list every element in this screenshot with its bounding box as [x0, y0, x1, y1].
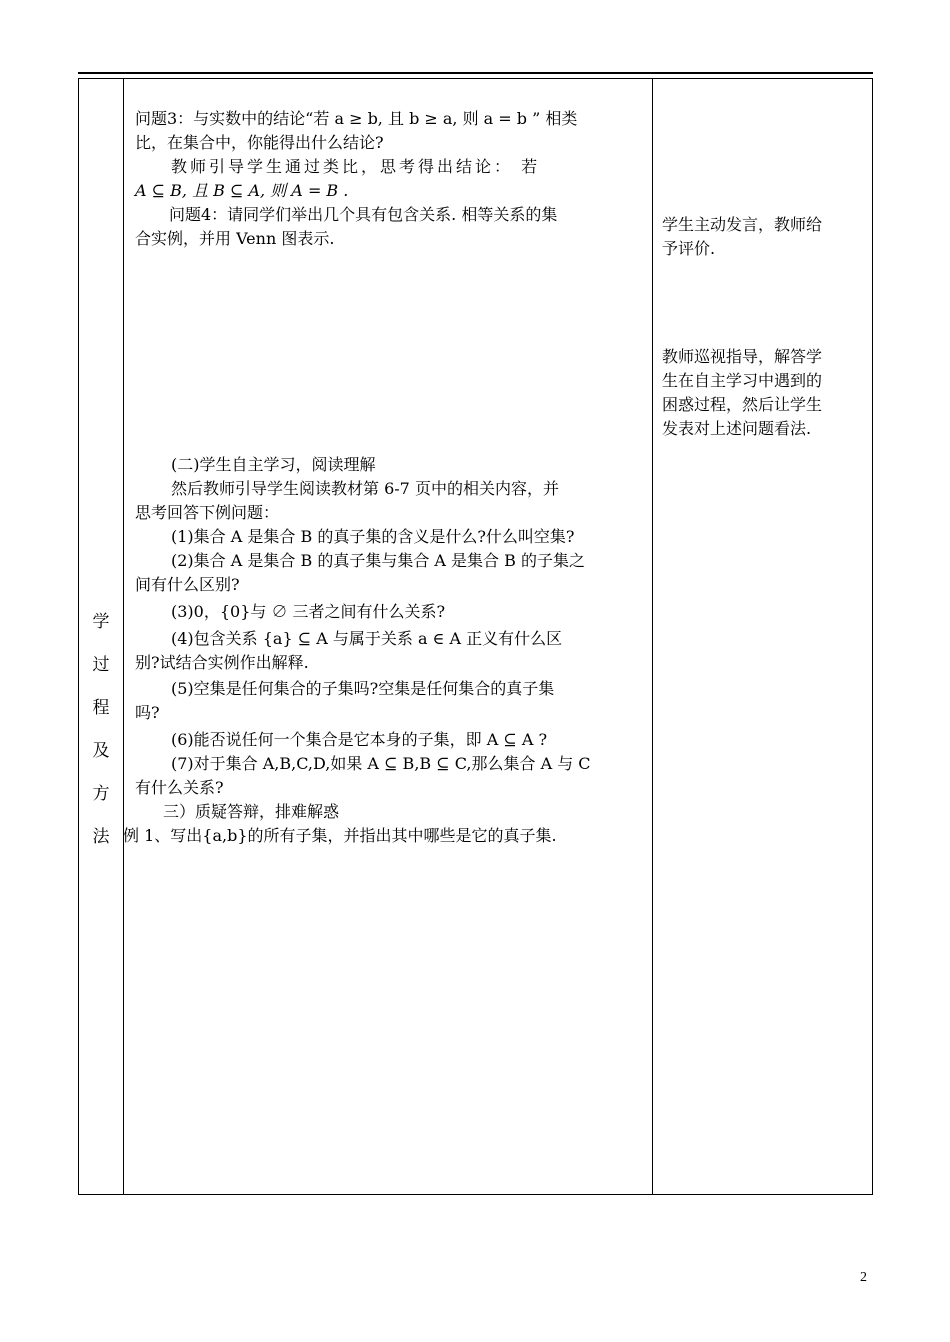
main-block-self-study — [123, 453, 643, 848]
column-divider-right — [652, 79, 653, 1194]
section-2-intro: 然后教师引导学生阅读教材第 6-7 页中的相关内容，并 — [171, 479, 559, 498]
side-label-char: 及 — [92, 741, 110, 761]
question-3-line: 问题3：与实数中的结论“若 a ≥ b, 且 b ≥ a, 则 a = b ” 相类 — [135, 109, 578, 128]
question-item-4: (4)包含关系 {a} ⊆ A 与属于关系 a ∈ A 正义有什么区 — [171, 629, 563, 648]
section-2-title: (二)学生自主学习，阅读理解 — [171, 455, 376, 474]
question-4-line: 问题4：请同学们举出几个具有包含关系. 相等关系的集 — [169, 205, 558, 224]
teacher-note-2 — [662, 345, 867, 441]
conclusion-formula: A ⊆ B, 且 B ⊆ A, 则 A = B . — [135, 181, 349, 200]
question-item-2: 间有什么区别? — [135, 575, 240, 594]
example-1: 例 1、写出{a,b}的所有子集，并指出其中哪些是它的真子集. — [123, 826, 557, 845]
teacher-note-1 — [662, 213, 867, 261]
column-divider-left — [123, 79, 124, 1194]
question-3-line: 比，在集合中，你能得出什么结论? — [135, 133, 384, 152]
note-line: 教师巡视指导，解答学 — [662, 347, 823, 366]
question-item-7: (7)对于集合 A,B,C,D,如果 A ⊆ B,B ⊆ C,那么集合 A 与 C — [171, 754, 591, 773]
section-3-title: 三）质疑答辩，排难解惑 — [163, 802, 340, 821]
side-label-char: 法 — [92, 827, 110, 847]
note-line: 发表对上述问题看法. — [662, 419, 812, 438]
note-line: 予评价. — [662, 239, 716, 258]
guide-line: 教师引导学生通过类比，思考得出结论： 若 — [171, 157, 541, 176]
note-line: 学生主动发言，教师给 — [662, 215, 823, 234]
question-item-5: 吗? — [135, 703, 160, 722]
question-item-4: 别?试结合实例作出解释. — [135, 653, 309, 672]
page-number: 2 — [860, 1270, 867, 1285]
question-item-5: (5)空集是任何集合的子集吗?空集是任何集合的真子集 — [171, 679, 555, 698]
top-rule — [78, 72, 873, 74]
side-label-char: 方 — [92, 784, 110, 804]
side-label-char: 程 — [92, 698, 110, 718]
side-label-char: 过 — [92, 655, 110, 675]
note-line: 困惑过程，然后让学生 — [662, 395, 823, 414]
side-label — [79, 601, 123, 859]
question-item-6: (6)能否说任何一个集合是它本身的子集，即 A ⊆ A ? — [171, 730, 548, 749]
note-line: 生在自主学习中遇到的 — [662, 371, 823, 390]
question-item-3: (3)0，{0}与 ∅ 三者之间有什么关系? — [171, 602, 446, 621]
section-2-intro: 思考回答下例问题： — [135, 503, 280, 522]
question-item-1: (1)集合 A 是集合 B 的真子集的含义是什么?什么叫空集? — [171, 527, 575, 546]
lesson-table — [78, 78, 873, 1195]
side-label-char: 学 — [92, 612, 110, 632]
main-block-questions — [135, 107, 643, 251]
question-4-line: 合实例，并用 Venn 图表示. — [135, 229, 335, 248]
question-item-2: (2)集合 A 是集合 B 的真子集与集合 A 是集合 B 的子集之 — [171, 551, 585, 570]
question-item-7: 有什么关系? — [135, 778, 224, 797]
